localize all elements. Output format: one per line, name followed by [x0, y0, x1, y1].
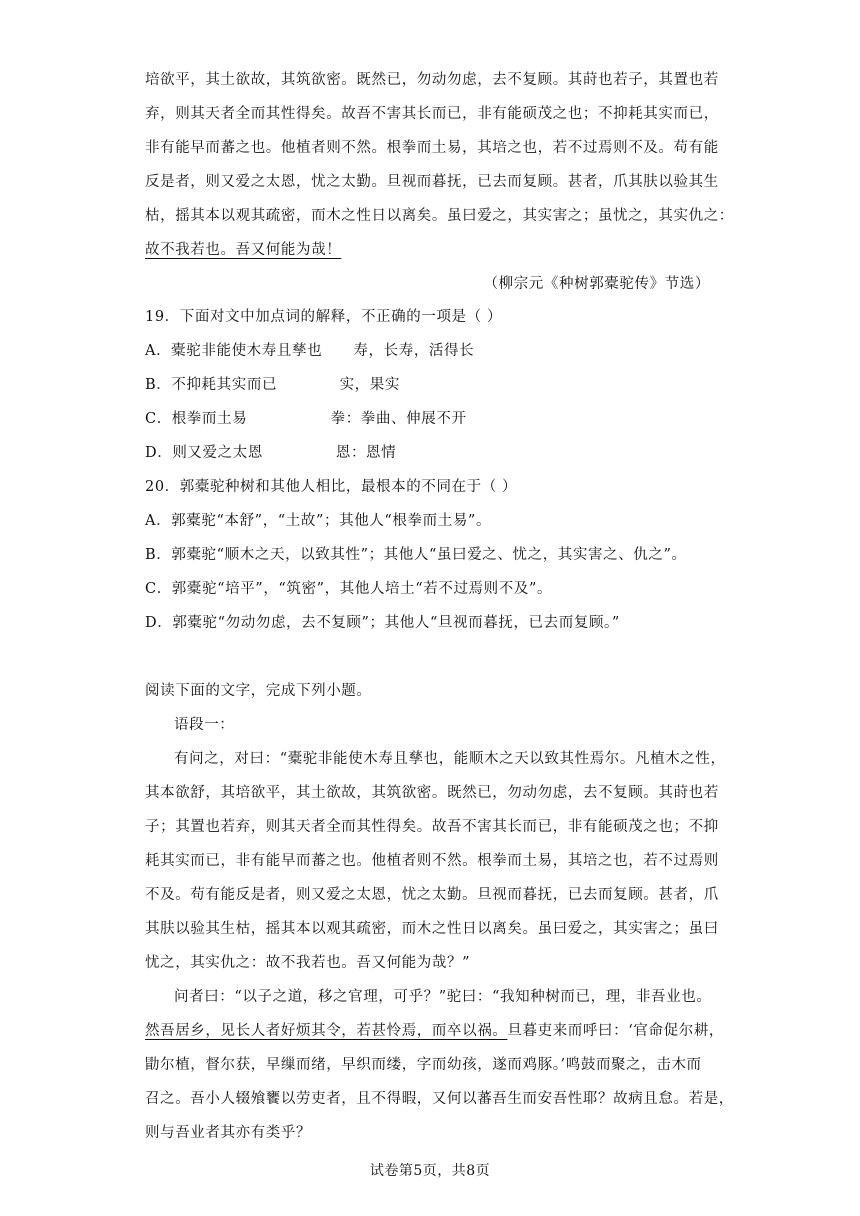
paragraph-line: 耗其实而已，非有能早而蕃之也。他植者则不然。根拳而土易，其培之也，若不过焉则	[145, 853, 719, 869]
paragraph-line-mixed	[145, 1021, 725, 1041]
paragraph-line: 不及。苟有能反是者，则又爱之太恩，忧之太勤。旦视而暮抚，已去而复顾。甚者，爪	[145, 887, 719, 903]
passage-line: 反是者，则又爱之太恩，忧之太勤。旦视而暮抚，已去而复顾。甚者，爪其肤以验其生	[145, 174, 719, 190]
passage-line: 培欲平，其土欲故，其筑欲密。既然已，勿动勿虑，去不复顾。其莳也若子，其置也若	[145, 72, 719, 88]
question-19-option-d: D．则又爱之太恩 恩：恩情	[145, 445, 397, 461]
question-20-option-b: B．郭橐驼“顺木之天，以致其性”；其他人“虽曰爱之、忧之，其实害之、仇之”。	[145, 547, 687, 563]
question-20-option-d: D．郭橐驼“勿动勿虑，去不复顾”；其他人“旦视而暮抚，已去而复顾。”	[145, 615, 620, 631]
paragraph-line: 其肤以验其生枯，摇其本以观其疏密，而木之性日以离矣。虽曰爱之，其实害之；虽曰	[145, 921, 719, 937]
underlined-sentence: 然吾居乡，见长人者好烦其令，若甚怜焉，而卒以祸。	[145, 1023, 508, 1039]
question-20-stem: 20．郭橐驼种树和其他人相比，最根本的不同在于（ ）	[145, 479, 518, 495]
passage-line: 枯，摇其本以观其疏密，而木之性日以离矣。虽曰爱之，其实害之；虽忧之，其实仇之：	[145, 208, 734, 224]
paragraph-line: 其本欲舒，其培欲平，其土欲故，其筑欲密。既然已，勿动勿虑，去不复顾。其莳也若	[145, 785, 719, 801]
page-footer: 试卷第5页，共8页	[369, 1163, 491, 1179]
passage-line: 非有能早而蕃之也。他植者则不然。根拳而土易，其培之也，若不过焉则不及。苟有能	[145, 140, 719, 156]
question-19-stem: 19．下面对文中加点词的解释，不正确的一项是（ ）	[145, 309, 503, 325]
question-19-option-c: C．根拳而土易 拳：拳曲、伸展不开	[145, 411, 467, 427]
paragraph-line: 勖尔植，督尔获，早缫而绪，早织而缕，字而幼孩，遂而鸡豚。’鸣鼓而聚之，击木而	[145, 1057, 702, 1073]
paragraph-line: 则与吾业者其亦有类乎？	[145, 1125, 312, 1141]
paragraph-line: 忧之，其实仇之：故不我若也。吾又何能为哉？”	[145, 955, 471, 971]
section-instruction: 阅读下面的文字，完成下列小题。	[145, 683, 372, 699]
passage-line: 弃，则其天者全而其性得矣。故吾不害其长而已，非有能硕茂之也；不抑耗其实而已，	[145, 106, 719, 122]
paragraph-line: 问者曰：“以子之道，移之官理，可乎？”驼曰：“我知种树而已，理，非吾业也。	[174, 989, 712, 1005]
question-19-option-a: A．橐驼非能使木寿且孳也 寿，长寿，活得长	[145, 343, 475, 359]
paragraph-line: 子；其置也若弃，则其天者全而其性得矣。故吾不害其长而已，非有能硕茂之也；不抑	[145, 819, 719, 835]
paragraph-line: 有问之，对曰：“橐驼非能使木寿且孳也，能顺木之天以致其性焉尔。凡植木之性，	[174, 751, 726, 767]
paragraph-text: 旦暮吏来而呼曰：‘官命促尔耕，	[507, 1023, 725, 1039]
question-20-option-a: A．郭橐驼“本舒”，“土故”；其他人“根拳而土易”。	[145, 513, 492, 529]
section-label: 语段一：	[174, 717, 235, 733]
paragraph-line: 召之。吾小人辍飧饔以劳吏者，且不得暇，又何以蕃吾生而安吾性耶？故病且怠。若是，	[145, 1091, 734, 1107]
question-19-option-b: B．不抑耗其实而已 实，果实	[145, 377, 400, 393]
passage-source: （柳宗元《种树郭橐驼传》节选）	[483, 276, 710, 292]
question-20-option-c: C．郭橐驼“培平”，“筑密”，其他人培土“若不过焉则不及”。	[145, 581, 553, 597]
passage-line-underlined: 故不我若也。吾又何能为哉！	[145, 242, 342, 258]
